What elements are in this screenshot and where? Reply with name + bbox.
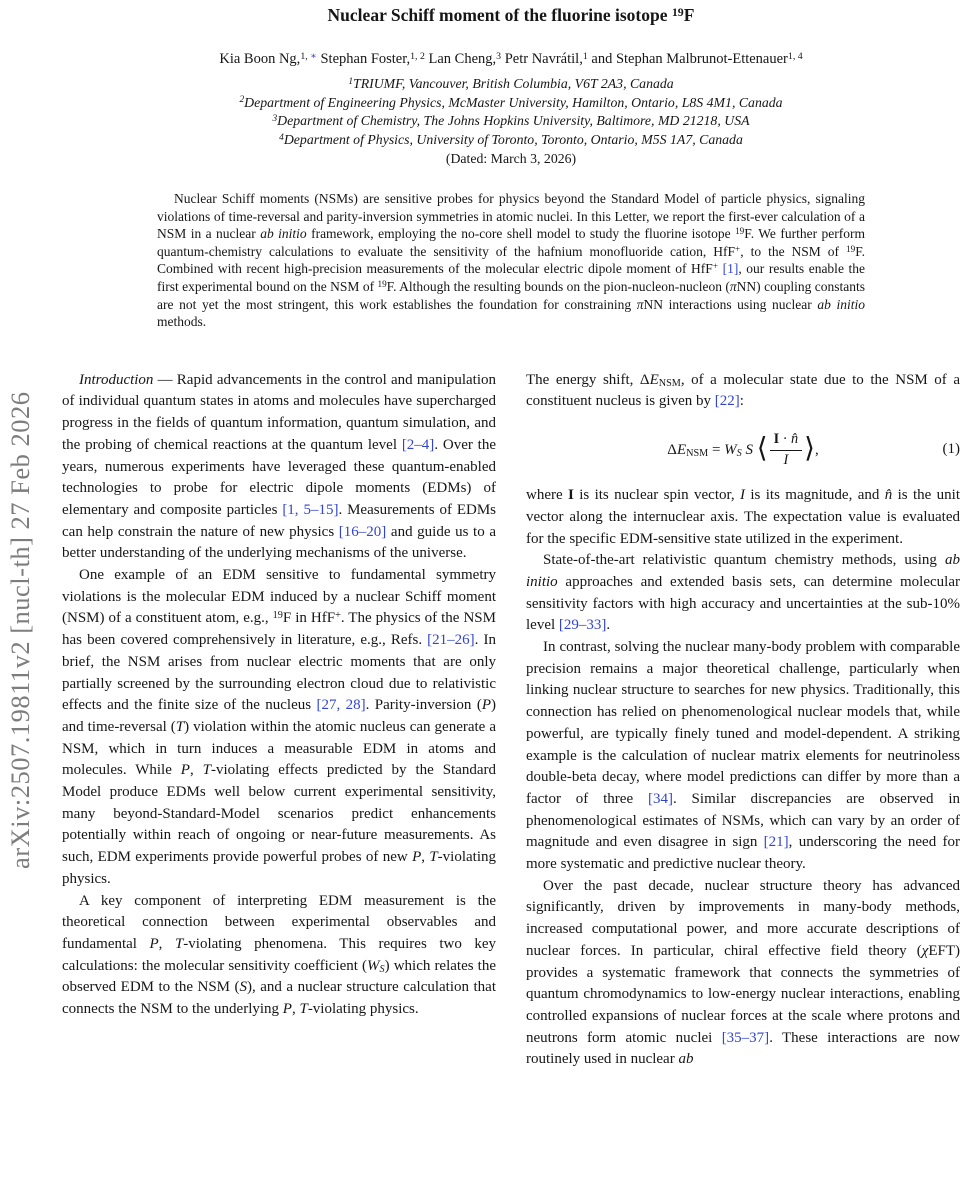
affiliation-line: $^2$Department of Engineering Physics, McMaster University, Hamilton, Ontario, L8S 4M1, Canada [239, 94, 783, 110]
citation-link[interactable]: [34] [647, 790, 673, 807]
paragraph: One example of an EDM sensitive to fundamental symmetry violations is the molecular EDM induced by a nuclear Schiff moment (NSM) of a constituent atom, e.g., $^{19}$F in HfF+. The physics of the NSM has been covered comprehensively in literature, e.g., Refs. [21–26]. In brief, the NSM arises from nuclear electric moments that are only partially screened by the surrounding electron cloud due to relativistic effects and the finite size of the nucleus [27, 28]. Parity-inversion (P) and time-reversal (T) violation within the atomic nucleus can generate a NSM, which in turn induces a measurable EDM in atoms and molecules. While P, T-violating effects predicted by the Standard Model produce EDMs well below current experimental sensitivity, many beyond-Standard-Model scenarios predict enhancements potentially within reach of ongoing or near-future measurements. As such, EDM experiments provide powerful probes of new P, T-violating physics. [62, 567, 497, 887]
paragraph: Introduction — Rapid advancements in the control and manipulation of individual quantum states in atoms and molecules have supercharged progress in the fields of quantum information, quantum simulation, and the probing of chemical reactions at the quantum level [2–4]. Over the years, numerous experiments have leveraged these quantum-enabled technologies to probe for electric dipole moments (EDMs) of elementary and composite particles [1, 5–15]. Measurements of EDMs can help constrain the nature of new physics [16–20] and guide us to a better understanding of the underlying mechanisms of the universe. [62, 371, 497, 562]
equation-1 [526, 426, 960, 474]
paragraph: A key component of interpreting EDM measurement is the theoretical connection between experimental observables and fundamental P, T-violating phenomena. This requires two key calculations: the molecular sensitivity coefficient $(W_S)$ which relates the observed EDM to the NSM (S), and a nuclear structure calculation that connects the NSM to the underlying P, T-violating physics. [62, 892, 497, 1018]
equation-body: $\Delta E_{NSM} = W_S$ S ⟨ $\frac{I \cdot n̂}{I}$ ⟩, [667, 430, 819, 468]
citation-link[interactable]: [16–20] [338, 523, 387, 540]
citation-link[interactable]: [21] [763, 834, 789, 851]
abstract [157, 190, 865, 331]
citation-link[interactable]: [35–37] [721, 1029, 770, 1046]
paragraph: In contrast, solving the nuclear many-body problem with comparable precision remains a major theoretical challenge, particularly when linking nuclear structure to searches for new physics. Traditionally, this connection has relied on phenomenological nuclear models that, while powerful, are typically finely tuned and model-dependent. A striking example is the calculation of nuclear matrix elements for neutrinoless double-beta decay, where model predictions can differ by more than a factor of three [34]. Similar discrepancies are observed in phenomenological estimates of NSMs, which can vary by an order of magnitude and even disagree in sign [21], underscoring the need for more systematic and predictive nuclear theory. [526, 639, 960, 873]
citation-link[interactable]: [1] [722, 261, 739, 277]
left-column [62, 370, 496, 1071]
citation-link[interactable]: [27, 28] [316, 697, 366, 714]
affiliation-line: $^3$Department of Chemistry, The Johns Hopkins University, Baltimore, MD 21218, USA [272, 113, 750, 129]
author-footnote-link[interactable]: ∗ [310, 50, 317, 62]
paper-head [62, 4, 960, 169]
paragraph: The energy shift, $\Delta E_{NSM}$, of a molecular state due to the NSM of a constituent nucleus is given by [22]: [526, 371, 960, 410]
affiliation-line: $^1$TRIUMF, Vancouver, British Columbia, V6T 2A3, Canada [348, 76, 674, 91]
arxiv-watermark: arXiv:2507.19811v2 [nucl-th] 27 Feb 2026 [5, 391, 35, 869]
abstract-text: Nuclear Schiff moments (NSMs) are sensitive probes for physics beyond the Standard Model of particle physics, signaling violations of time-reversal and parity-inversion symmetries in atomic nuclei. In this Letter, we report the first-ever calculation of a NSM in a nuclear ab initio framework, employing the no-core shell model to study the fluorine isotope $^{19}$F. We further perform quantum-chemistry calculations to evaluate the sensitivity of the hafnium monofluoride cation, HfF+, to the NSM of $^{19}$F. Combined with recent high-precision measurements of the molecular electric dipole moment of HfF+ [1], our results enable the first experimental bound on the NSM of $^{19}$F. Although the resulting bounds on the pion-nucleon-nucleon (πNN) coupling constants are not yet the most stringent, this work establishes the foundation for constraining πNN interactions using nuclear ab initio methods. [157, 190, 866, 330]
citation-link[interactable]: [1, 5–15] [282, 501, 339, 518]
paragraph: State-of-the-art relativistic quantum chemistry methods, using ab initio approaches and extended basis sets, can determine molecular sensitivity factors with high accuracy and uncertainties at the sub-10% level [29–33]. [526, 552, 960, 634]
citation-link[interactable]: [29–33] [558, 617, 607, 634]
date-line: (Dated: March 3, 2026) [445, 151, 577, 167]
citation-link[interactable]: [21–26] [427, 632, 475, 649]
paragraph: where I is its nuclear spin vector, I is its magnitude, and n̂ is the unit vector along the internuclear axis. The expectation value is evaluated for the specific EDM-sensitive state utilized in the experiment. [526, 487, 960, 547]
author-line: Kia Boon Ng,$^{1, ∗}$ Stephan Foster,$^{1, 2}$ Lan Cheng,$^3$ Petr Navrátil,$^1$ and Stephan Malbrunot-Ettenauer$^{1, 4}$ [219, 50, 803, 67]
right-column [526, 370, 960, 1071]
body-columns [62, 370, 960, 1071]
affiliation-line: $^4$Department of Physics, University of Toronto, Toronto, Ontario, M5S 1A7, Canada [279, 131, 743, 147]
citation-link[interactable]: [22] [714, 393, 740, 410]
citation-link[interactable]: [2–4] [401, 436, 435, 453]
paper-title: Nuclear Schiff moment of the fluorine isotope $^{19}$F [327, 4, 695, 25]
equation-number: (1) [942, 441, 960, 458]
affiliation-block [62, 75, 960, 149]
paragraph: Over the past decade, nuclear structure theory has advanced significantly, driven by improvements in many-body methods, increased computational power, and more accurate descriptions of nuclear forces. In particular, chiral effective field theory (χEFT) provides a systematic framework that connects the symmetries of quantum chromodynamics to low-energy nuclear interactions, enabling controlled expansions of nuclear forces at the scale where protons and neutrons form atomic nuclei [35–37]. These interactions are now routinely used in nuclear ab [526, 877, 960, 1068]
